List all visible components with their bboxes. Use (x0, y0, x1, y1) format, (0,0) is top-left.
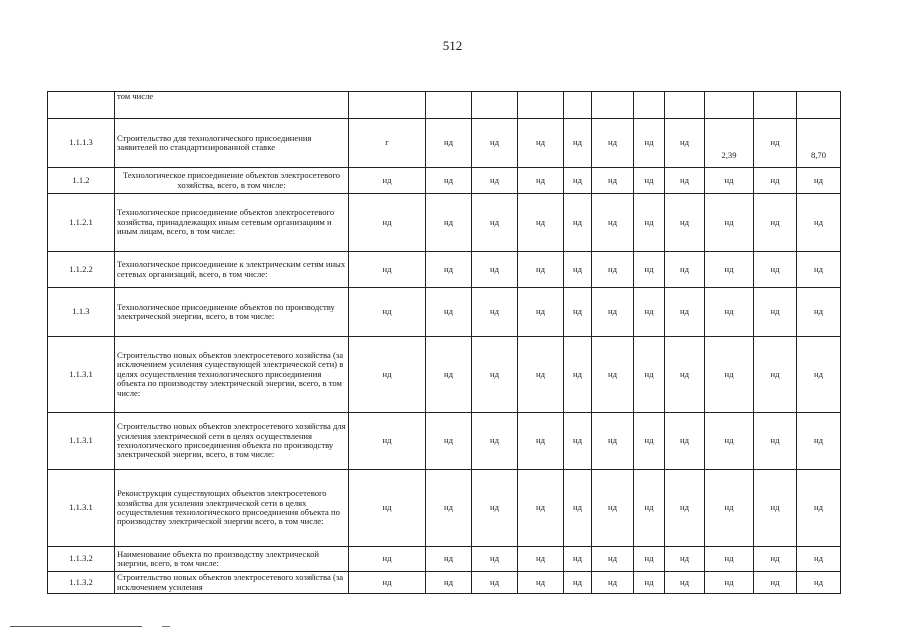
value-cell: нд (349, 547, 426, 572)
value-cell (426, 92, 472, 119)
value-cell: нд (665, 119, 705, 168)
value-cell (518, 92, 564, 119)
row-description: Строительство новых объектов электросетевого хозяйства (за исключением усиления существующей электрической сети) в целях осуществления технологического присоединения объекта по производству электрической энергии, всего, в том числе: (115, 337, 349, 413)
row-code: 1.1.3.1 (48, 337, 115, 413)
row-description: Реконструкция существующих объектов электросетевого хозяйства для усиления электрической сети в целях осуществления технологического присоединения объекта по производству электрической энергии всего, в том числе: (115, 470, 349, 547)
value-cell: нд (349, 413, 426, 470)
value-cell: нд (705, 252, 754, 288)
row-description: Технологическое присоединение объектов электросетевого хозяйства, всего, в том числе: (115, 168, 349, 194)
value-cell: нд (754, 413, 797, 470)
value-cell: нд (665, 168, 705, 194)
table-row (48, 168, 841, 194)
value-cell: нд (634, 337, 665, 413)
row-code: 1.1.2.1 (48, 194, 115, 252)
table-row (48, 470, 841, 547)
value-cell: 8,70 (797, 119, 841, 168)
table-row (48, 194, 841, 252)
value-cell (564, 92, 592, 119)
value-cell: нд (797, 168, 841, 194)
row-description: Технологическое присоединение к электрическим сетям иных сетевых организаций, всего, в том числе: (115, 252, 349, 288)
value-cell: нд (705, 194, 754, 252)
value-cell: нд (634, 470, 665, 547)
value-cell: нд (426, 572, 472, 594)
value-cell: г (349, 119, 426, 168)
value-cell: нд (797, 337, 841, 413)
value-cell: нд (349, 470, 426, 547)
value-cell: нд (564, 252, 592, 288)
value-cell: нд (754, 572, 797, 594)
value-cell: нд (518, 572, 564, 594)
row-code: 1.1.3.2 (48, 547, 115, 572)
value-cell: нд (564, 288, 592, 337)
value-cell: нд (426, 194, 472, 252)
value-cell: нд (592, 470, 634, 547)
value-cell: нд (665, 252, 705, 288)
value-cell: нд (592, 572, 634, 594)
report-table (47, 91, 841, 594)
value-cell: нд (665, 572, 705, 594)
value-cell: нд (797, 194, 841, 252)
value-cell (797, 92, 841, 119)
value-cell: нд (634, 252, 665, 288)
value-cell: нд (564, 572, 592, 594)
value-cell (592, 92, 634, 119)
row-description: Технологическое присоединение объектов по производству электрической энергии, всего, в том числе: (115, 288, 349, 337)
value-cell: нд (634, 119, 665, 168)
value-cell: нд (518, 288, 564, 337)
value-cell: нд (797, 413, 841, 470)
table-row (48, 288, 841, 337)
value-cell: нд (564, 337, 592, 413)
row-code: 1.1.3.2 (48, 572, 115, 594)
footnote-rule (10, 626, 142, 627)
value-cell: нд (518, 194, 564, 252)
row-description: Строительство новых объектов электросетевого хозяйства для усиления электрической сети в целях осуществления технологического присоединения объекта по производству электрической энергии, всего, в том числе: (115, 413, 349, 470)
value-cell: нд (634, 572, 665, 594)
value-cell: нд (592, 337, 634, 413)
value-cell (754, 92, 797, 119)
table-row (48, 92, 841, 119)
value-cell: нд (634, 413, 665, 470)
value-cell: нд (592, 194, 634, 252)
value-cell: нд (518, 547, 564, 572)
value-cell: нд (634, 547, 665, 572)
value-cell: нд (592, 547, 634, 572)
row-description: Строительство для технологического присоединения заявителей по стандартизированной ставке (115, 119, 349, 168)
value-cell: нд (592, 252, 634, 288)
value-cell: нд (426, 470, 472, 547)
value-cell: нд (634, 194, 665, 252)
page-number: 512 (442, 38, 463, 53)
value-cell: нд (754, 168, 797, 194)
value-cell: нд (665, 547, 705, 572)
row-code: 1.1.3 (48, 288, 115, 337)
value-cell: нд (349, 252, 426, 288)
value-cell: нд (472, 547, 518, 572)
value-cell: нд (349, 194, 426, 252)
value-cell: нд (797, 252, 841, 288)
value-cell: нд (472, 252, 518, 288)
value-cell: нд (426, 168, 472, 194)
value-cell: нд (705, 547, 754, 572)
value-cell: нд (472, 470, 518, 547)
row-code: 1.1.2 (48, 168, 115, 194)
value-cell: нд (472, 337, 518, 413)
value-cell: 2,39 (705, 119, 754, 168)
value-cell: нд (592, 119, 634, 168)
table-row (48, 337, 841, 413)
table-row (48, 572, 841, 594)
row-code: 1.1.3.1 (48, 470, 115, 547)
row-description: том числе (115, 92, 349, 119)
value-cell: нд (518, 168, 564, 194)
value-cell: нд (592, 168, 634, 194)
value-cell: нд (754, 547, 797, 572)
value-cell (349, 92, 426, 119)
value-cell: нд (665, 194, 705, 252)
value-cell: нд (426, 252, 472, 288)
value-cell: нд (665, 470, 705, 547)
value-cell: нд (705, 168, 754, 194)
value-cell: нд (592, 413, 634, 470)
value-cell: нд (705, 572, 754, 594)
value-cell: нд (754, 470, 797, 547)
value-cell: нд (472, 572, 518, 594)
value-cell (634, 92, 665, 119)
value-cell: нд (426, 337, 472, 413)
value-cell: нд (564, 413, 592, 470)
row-code: 1.1.2.2 (48, 252, 115, 288)
value-cell: нд (797, 547, 841, 572)
value-cell: нд (518, 252, 564, 288)
value-cell: нд (665, 413, 705, 470)
value-cell: нд (754, 119, 797, 168)
value-cell: нд (797, 470, 841, 547)
value-cell: нд (797, 288, 841, 337)
row-description: Строительство новых объектов электросетевого хозяйства (за исключением усиления (115, 572, 349, 594)
value-cell: нд (349, 337, 426, 413)
value-cell: нд (472, 413, 518, 470)
value-cell: нд (564, 168, 592, 194)
table-row (48, 119, 841, 168)
row-code: 1.1.1.3 (48, 119, 115, 168)
value-cell: нд (705, 413, 754, 470)
value-cell: нд (754, 288, 797, 337)
value-cell: нд (592, 288, 634, 337)
value-cell: нд (564, 547, 592, 572)
value-cell: нд (754, 252, 797, 288)
value-cell: нд (349, 288, 426, 337)
value-cell: нд (705, 470, 754, 547)
value-cell: нд (665, 288, 705, 337)
value-cell: нд (472, 288, 518, 337)
value-cell: нд (564, 194, 592, 252)
value-cell: нд (518, 413, 564, 470)
table-row (48, 547, 841, 572)
value-cell: нд (426, 119, 472, 168)
value-cell: нд (564, 119, 592, 168)
table-row (48, 252, 841, 288)
value-cell: нд (754, 194, 797, 252)
value-cell: нд (564, 470, 592, 547)
value-cell: нд (754, 337, 797, 413)
value-cell: нд (518, 337, 564, 413)
value-cell: нд (518, 119, 564, 168)
value-cell: нд (705, 337, 754, 413)
value-cell: нд (472, 194, 518, 252)
value-cell (472, 92, 518, 119)
value-cell (705, 92, 754, 119)
value-cell: нд (705, 288, 754, 337)
table-body (48, 92, 841, 594)
value-cell: нд (472, 119, 518, 168)
row-code: 1.1.3.1 (48, 413, 115, 470)
value-cell: нд (426, 547, 472, 572)
row-description: Технологическое присоединение объектов электросетевого хозяйства, принадлежащих иным сетевым организациям и иным лицам, всего, в том числе: (115, 194, 349, 252)
value-cell: нд (665, 337, 705, 413)
row-code (48, 92, 115, 119)
value-cell: нд (426, 288, 472, 337)
value-cell: нд (349, 168, 426, 194)
value-cell: нд (349, 572, 426, 594)
value-cell: нд (797, 572, 841, 594)
value-cell: нд (472, 168, 518, 194)
value-cell: нд (426, 413, 472, 470)
value-cell: нд (634, 168, 665, 194)
value-cell (665, 92, 705, 119)
value-cell: нд (634, 288, 665, 337)
footnote-dash (162, 626, 170, 627)
table-row (48, 413, 841, 470)
row-description: Наименование объекта по производству электрической энергии, всего, в том числе: (115, 547, 349, 572)
value-cell: нд (518, 470, 564, 547)
